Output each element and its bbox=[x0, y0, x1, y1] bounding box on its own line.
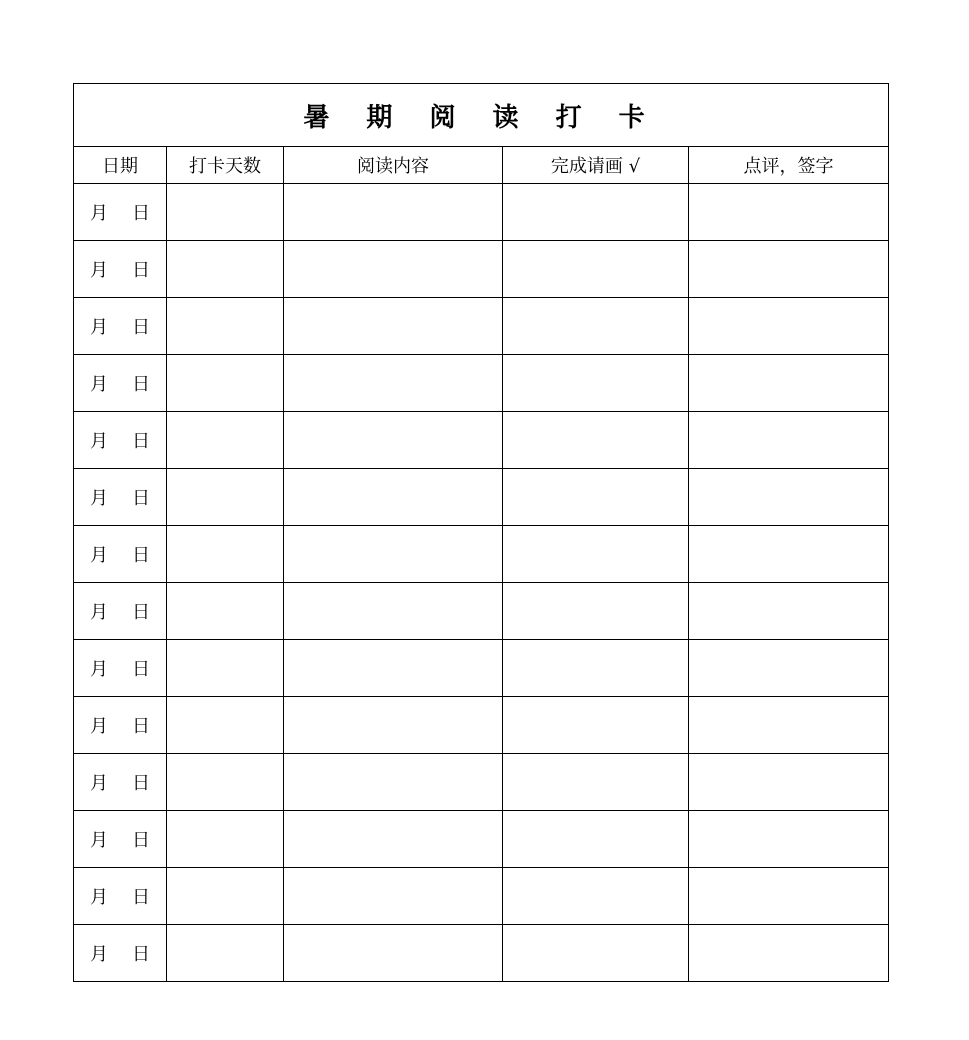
month-label: 月 bbox=[90, 260, 108, 281]
reading-content-cell[interactable] bbox=[284, 811, 503, 868]
month-label: 月 bbox=[90, 716, 108, 737]
completion-mark-cell[interactable] bbox=[503, 526, 689, 583]
month-label: 月 bbox=[90, 203, 108, 224]
table-row bbox=[74, 526, 889, 583]
completion-mark-cell[interactable] bbox=[503, 811, 689, 868]
table-row bbox=[74, 184, 889, 241]
comment-signature-cell[interactable] bbox=[689, 298, 889, 355]
reading-content-cell[interactable] bbox=[284, 241, 503, 298]
checkin-days-cell[interactable] bbox=[167, 583, 284, 640]
reading-content-cell[interactable] bbox=[284, 697, 503, 754]
day-label: 日 bbox=[132, 659, 150, 680]
month-label: 月 bbox=[90, 488, 108, 509]
comment-signature-cell[interactable] bbox=[689, 526, 889, 583]
reading-content-cell[interactable] bbox=[284, 355, 503, 412]
checkin-days-cell[interactable] bbox=[167, 184, 284, 241]
checkin-days-cell[interactable] bbox=[167, 754, 284, 811]
table-row bbox=[74, 754, 889, 811]
checkin-days-cell[interactable] bbox=[167, 640, 284, 697]
reading-content-cell[interactable] bbox=[284, 754, 503, 811]
month-label: 月 bbox=[90, 317, 108, 338]
table-row bbox=[74, 412, 889, 469]
table-row bbox=[74, 868, 889, 925]
comment-signature-cell[interactable] bbox=[689, 925, 889, 982]
month-label: 月 bbox=[90, 887, 108, 908]
table-row bbox=[74, 811, 889, 868]
month-label: 月 bbox=[90, 773, 108, 794]
comment-signature-cell[interactable] bbox=[689, 583, 889, 640]
table-row bbox=[74, 469, 889, 526]
date-cell[interactable] bbox=[74, 241, 167, 298]
table-row bbox=[74, 640, 889, 697]
reading-content-cell[interactable] bbox=[284, 526, 503, 583]
date-cell[interactable] bbox=[74, 412, 167, 469]
checkin-days-cell[interactable] bbox=[167, 868, 284, 925]
completion-mark-cell[interactable] bbox=[503, 583, 689, 640]
comment-signature-cell[interactable] bbox=[689, 754, 889, 811]
comment-signature-cell[interactable] bbox=[689, 811, 889, 868]
day-label: 日 bbox=[132, 773, 150, 794]
table-row bbox=[74, 925, 889, 982]
date-cell[interactable] bbox=[74, 754, 167, 811]
date-cell[interactable] bbox=[74, 697, 167, 754]
completion-mark-cell[interactable] bbox=[503, 925, 689, 982]
day-label: 日 bbox=[132, 260, 150, 281]
comment-signature-cell[interactable] bbox=[689, 184, 889, 241]
day-label: 日 bbox=[132, 830, 150, 851]
day-label: 日 bbox=[132, 317, 150, 338]
month-label: 月 bbox=[90, 374, 108, 395]
reading-content-cell[interactable] bbox=[284, 925, 503, 982]
completion-mark-cell[interactable] bbox=[503, 298, 689, 355]
date-cell[interactable] bbox=[74, 298, 167, 355]
completion-mark-cell[interactable] bbox=[503, 412, 689, 469]
reading-content-cell[interactable] bbox=[284, 469, 503, 526]
date-cell[interactable] bbox=[74, 583, 167, 640]
month-label: 月 bbox=[90, 602, 108, 623]
header-date: 日期 bbox=[74, 147, 167, 184]
day-label: 日 bbox=[132, 887, 150, 908]
date-cell[interactable] bbox=[74, 925, 167, 982]
comment-signature-cell[interactable] bbox=[689, 355, 889, 412]
header-checkin-days: 打卡天数 bbox=[167, 147, 284, 184]
month-label: 月 bbox=[90, 431, 108, 452]
checkin-days-cell[interactable] bbox=[167, 298, 284, 355]
table-row bbox=[74, 298, 889, 355]
month-label: 月 bbox=[90, 659, 108, 680]
date-cell[interactable] bbox=[74, 526, 167, 583]
checkin-days-cell[interactable] bbox=[167, 241, 284, 298]
reading-content-cell[interactable] bbox=[284, 583, 503, 640]
checkin-days-cell[interactable] bbox=[167, 355, 284, 412]
reading-content-cell[interactable] bbox=[284, 298, 503, 355]
date-cell[interactable] bbox=[74, 811, 167, 868]
checkin-days-cell[interactable] bbox=[167, 697, 284, 754]
checkin-days-cell[interactable] bbox=[167, 412, 284, 469]
reading-content-cell[interactable] bbox=[284, 184, 503, 241]
checkin-days-cell[interactable] bbox=[167, 811, 284, 868]
checkin-days-cell[interactable] bbox=[167, 925, 284, 982]
table-title: 暑 期 阅 读 打 卡 bbox=[74, 84, 889, 147]
month-label: 月 bbox=[90, 944, 108, 965]
day-label: 日 bbox=[132, 488, 150, 509]
day-label: 日 bbox=[132, 203, 150, 224]
completion-mark-cell[interactable] bbox=[503, 184, 689, 241]
comment-signature-cell[interactable] bbox=[689, 469, 889, 526]
table-row bbox=[74, 355, 889, 412]
checkin-days-cell[interactable] bbox=[167, 469, 284, 526]
date-cell[interactable] bbox=[74, 184, 167, 241]
date-cell[interactable] bbox=[74, 868, 167, 925]
checkin-days-cell[interactable] bbox=[167, 526, 284, 583]
completion-mark-cell[interactable] bbox=[503, 754, 689, 811]
reading-checkin-table bbox=[73, 83, 889, 982]
day-label: 日 bbox=[132, 716, 150, 737]
completion-mark-cell[interactable] bbox=[503, 697, 689, 754]
header-comment-signature: 点评，签字 bbox=[689, 147, 889, 184]
completion-mark-cell[interactable] bbox=[503, 640, 689, 697]
comment-signature-cell[interactable] bbox=[689, 241, 889, 298]
date-cell[interactable] bbox=[74, 469, 167, 526]
day-label: 日 bbox=[132, 602, 150, 623]
completion-mark-cell[interactable] bbox=[503, 355, 689, 412]
day-label: 日 bbox=[132, 374, 150, 395]
comment-signature-cell[interactable] bbox=[689, 697, 889, 754]
comment-signature-cell[interactable] bbox=[689, 412, 889, 469]
reading-content-cell[interactable] bbox=[284, 412, 503, 469]
completion-mark-cell[interactable] bbox=[503, 868, 689, 925]
day-label: 日 bbox=[132, 944, 150, 965]
header-completion-mark: 完成请画 √ bbox=[503, 147, 689, 184]
comment-signature-cell[interactable] bbox=[689, 640, 889, 697]
comment-signature-cell[interactable] bbox=[689, 868, 889, 925]
month-label: 月 bbox=[90, 545, 108, 566]
table-body bbox=[74, 184, 889, 982]
day-label: 日 bbox=[132, 545, 150, 566]
header-reading-content: 阅读内容 bbox=[284, 147, 503, 184]
table-row bbox=[74, 583, 889, 640]
date-cell[interactable] bbox=[74, 355, 167, 412]
table-row bbox=[74, 241, 889, 298]
completion-mark-cell[interactable] bbox=[503, 469, 689, 526]
month-label: 月 bbox=[90, 830, 108, 851]
reading-content-cell[interactable] bbox=[284, 640, 503, 697]
completion-mark-cell[interactable] bbox=[503, 241, 689, 298]
date-cell[interactable] bbox=[74, 640, 167, 697]
day-label: 日 bbox=[132, 431, 150, 452]
table-row bbox=[74, 697, 889, 754]
reading-content-cell[interactable] bbox=[284, 868, 503, 925]
